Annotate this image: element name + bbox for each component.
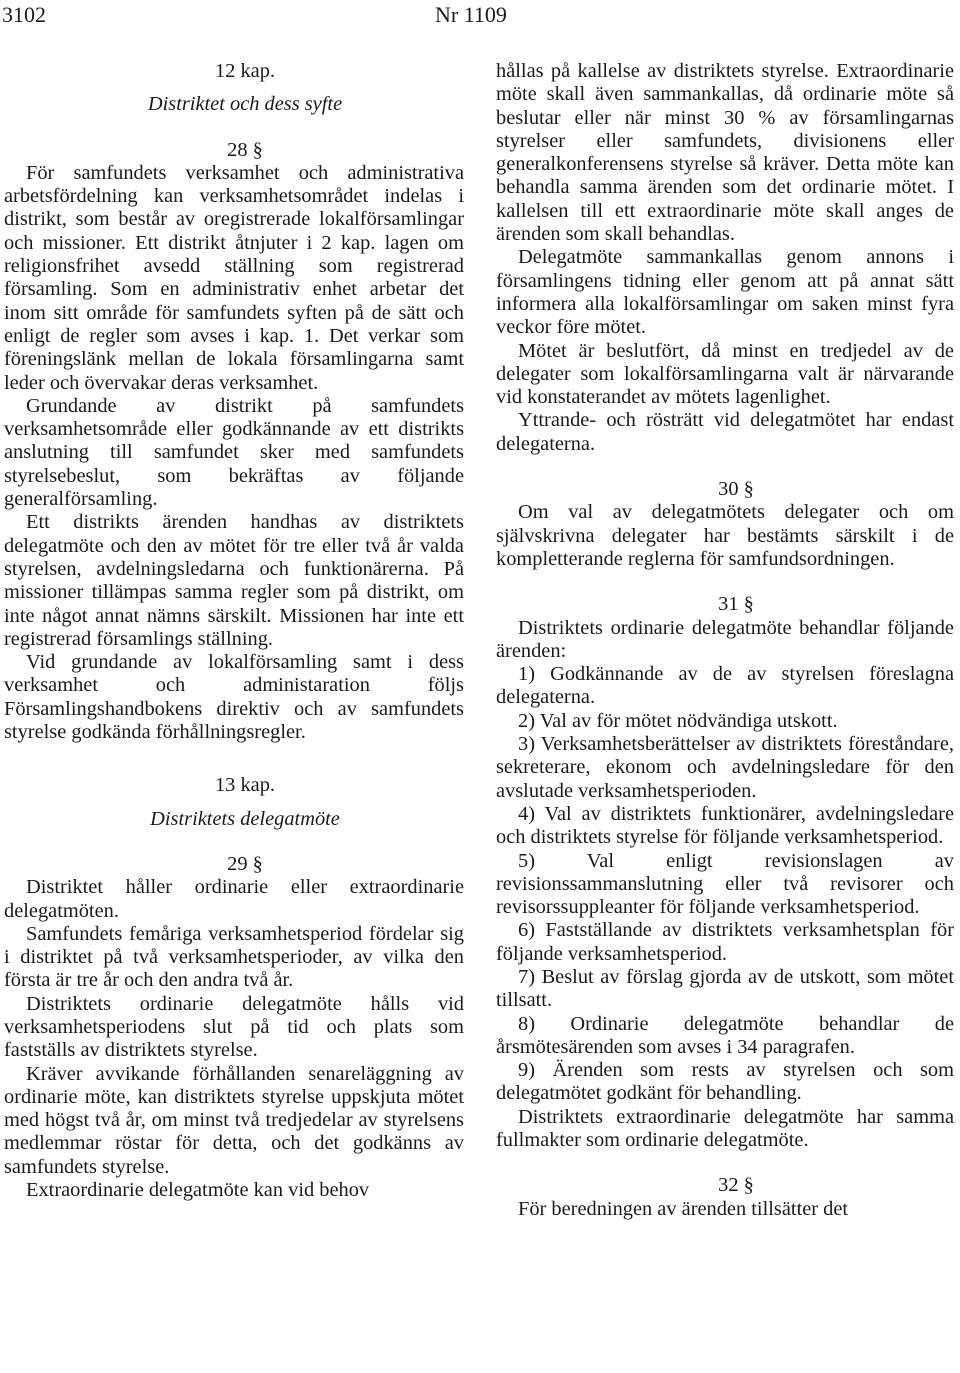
issue-number: Nr 1109	[435, 2, 507, 27]
section-29-paragraph-5-continued: hållas på kallelse av distriktets styrelse. Extraordinarie möte skall även sammankallas, då ordinarie möte så beslutar eller när minst 30 % av församlingarnas styrelser eller samfundets, divisionens eller generalkonferensens styrelse så kräver. Detta möte kan behandla samma ärenden som det ordinarie mötet. I kallelsen till ett extraordinarie möte skall anges de ärenden som skall behandlas.	[496, 60, 954, 246]
section-29-paragraph-4: Kräver avvikande förhållanden senareläggning av ordinarie möte, kan distriktets styrelse uppskjuta mötet med högst två år, om minst två tredjedelar av styrelsens medlemmar röstar för detta, och det godkänns av samfundets styrelse.	[4, 1062, 464, 1178]
section-28-paragraph-3: Ett distrikts ärenden handhas av distriktets delegatmöte och den av mötet för tre eller två år valda styrelsen, avdelningsledarna och funktionärerna. På missioner tillämpas samma regler som på distrikt, om inte något annat nämns särskilt. Missionen har inte ett registrerad församlings ställning.	[4, 511, 464, 650]
section-30-heading: 30 §	[718, 478, 754, 501]
page-number: 3102	[2, 2, 46, 27]
chapter-13-title: Distriktets delegatmöte	[150, 807, 340, 830]
chapter-12-title: Distriktet och dess syfte	[147, 93, 343, 116]
section-29-paragraph-8: Yttrande- och rösträtt vid delegatmötet har endast delegaterna.	[496, 409, 954, 455]
list-item: 8) Ordinarie delegatmöte behandlar de årsmötesärenden som avses i 34 paragrafen.	[496, 1012, 954, 1058]
list-item: 6) Fastställande av distriktets verksamhetsplan för följande verksamhetsperiod.	[496, 919, 954, 965]
section-29-paragraph-5: Extraordinarie delegatmöte kan vid behov	[26, 1179, 370, 1202]
list-item: 2) Val av för mötet nödvändiga utskott.	[518, 709, 838, 732]
section-29-paragraph-6: Delegatmöte sammankallas genom annons i församlingens tidning eller genom att på annat sätt informera alla lokalförsamlingar om saken minst fyra veckor före mötet.	[496, 246, 954, 339]
left-column	[4, 60, 464, 1202]
list-item: 7) Beslut av förslag gjorda av de utskott, som mötet tillsatt.	[496, 965, 954, 1012]
list-item: 5) Val enligt revisionslagen av revisionssammanslutning eller två revisorer och revisorssuppleanter för följande verksamhetsperiod.	[496, 849, 954, 919]
section-28-paragraph-2: Grundande av distrikt på samfundets verksamhetsområde eller godkännande av ett distrikts anslutning till samfundet sker med samfundets styrelsebeslut, som bekräftas av följande generalförsamling.	[4, 394, 464, 511]
list-item: 9) Ärenden som rests av styrelsen och som delegatmötet godkänt för behandling.	[496, 1059, 954, 1105]
right-column	[496, 60, 954, 1221]
section-29-paragraph-1: Distriktet håller ordinarie eller extraordinarie delegatmöten.	[4, 876, 464, 922]
section-28-heading: 28 §	[227, 138, 263, 161]
list-item: 3) Verksamhetsberättelser av distriktets föreståndare, sekreterare, ekonom och avdelningsledare för den avslutade verksamhetsperioden.	[496, 733, 954, 802]
section-29-heading: 29 §	[227, 852, 263, 875]
section-31-paragraph-1: Distriktets ordinarie delegatmöte behandlar följande ärenden:	[496, 616, 954, 662]
list-item: 1) Godkännande av de av styrelsen föreslagna delegaterna.	[496, 663, 954, 709]
list-item: 4) Val av distriktets funktionärer, avdelningsledare och distriktets styrelse för följande verksamhetsperiod.	[496, 802, 954, 849]
page-header	[0, 2, 960, 32]
section-29-paragraph-3: Distriktets ordinarie delegatmöte hålls vid verksamhetsperiodens slut på tid och plats som fastställs av distriktets styrelse.	[4, 992, 464, 1062]
section-32-paragraph-1: För beredningen av ärenden tillsätter det	[518, 1197, 849, 1220]
section-32-heading: 32 §	[718, 1174, 754, 1197]
section-28-paragraph-1: För samfundets verksamhet och administrativa arbetsfördelning kan verksamhetsområdet indelas i distrikt, som består av oregistrerade lokalförsamlingar och missioner. Ett distrikt åtnjuter i 2 kap. lagen om religionsfrihet avsedd ställning som registrerad församling. Som en administrativ enhet arbetar det inom sitt område för samfundets syften på de sätt och enligt de regler som avses i kap. 1. Det verkar som föreningslänk mellan de lokala församlingarna samt leder och övervakar deras verksamhet.	[4, 161, 464, 394]
section-31-heading: 31 §	[718, 593, 754, 616]
section-29-paragraph-2: Samfundets femåriga verksamhetsperiod fördelar sig i distriktet på två verksamhetsperioder, av vilka den första är tre år och den andra två år.	[4, 922, 464, 992]
section-29-paragraph-7: Mötet är beslutfört, då minst en tredjedel av de delegater som lokalförsamlingarna valt är närvarande vid konstaterandet av mötets lagenlighet.	[496, 339, 954, 409]
section-31-item-list	[496, 663, 954, 1106]
chapter-13-heading: 13 kap.	[214, 774, 276, 797]
section-31-paragraph-2: Distriktets extraordinarie delegatmöte har samma fullmakter som ordinarie delegatmöte.	[496, 1105, 954, 1152]
section-28-paragraph-4: Vid grundande av lokalförsamling samt i dess verksamhet och administaration följs Församlingshandbokens direktiv och av samfundets styrelse godkända förhållningsregler.	[4, 651, 464, 744]
chapter-12-heading: 12 kap.	[214, 60, 276, 82]
section-30-paragraph-1: Om val av delegatmötets delegater och om självskrivna delegater har bestämts särskilt i de kompletterande reglerna för samfundsordningen.	[496, 501, 954, 570]
